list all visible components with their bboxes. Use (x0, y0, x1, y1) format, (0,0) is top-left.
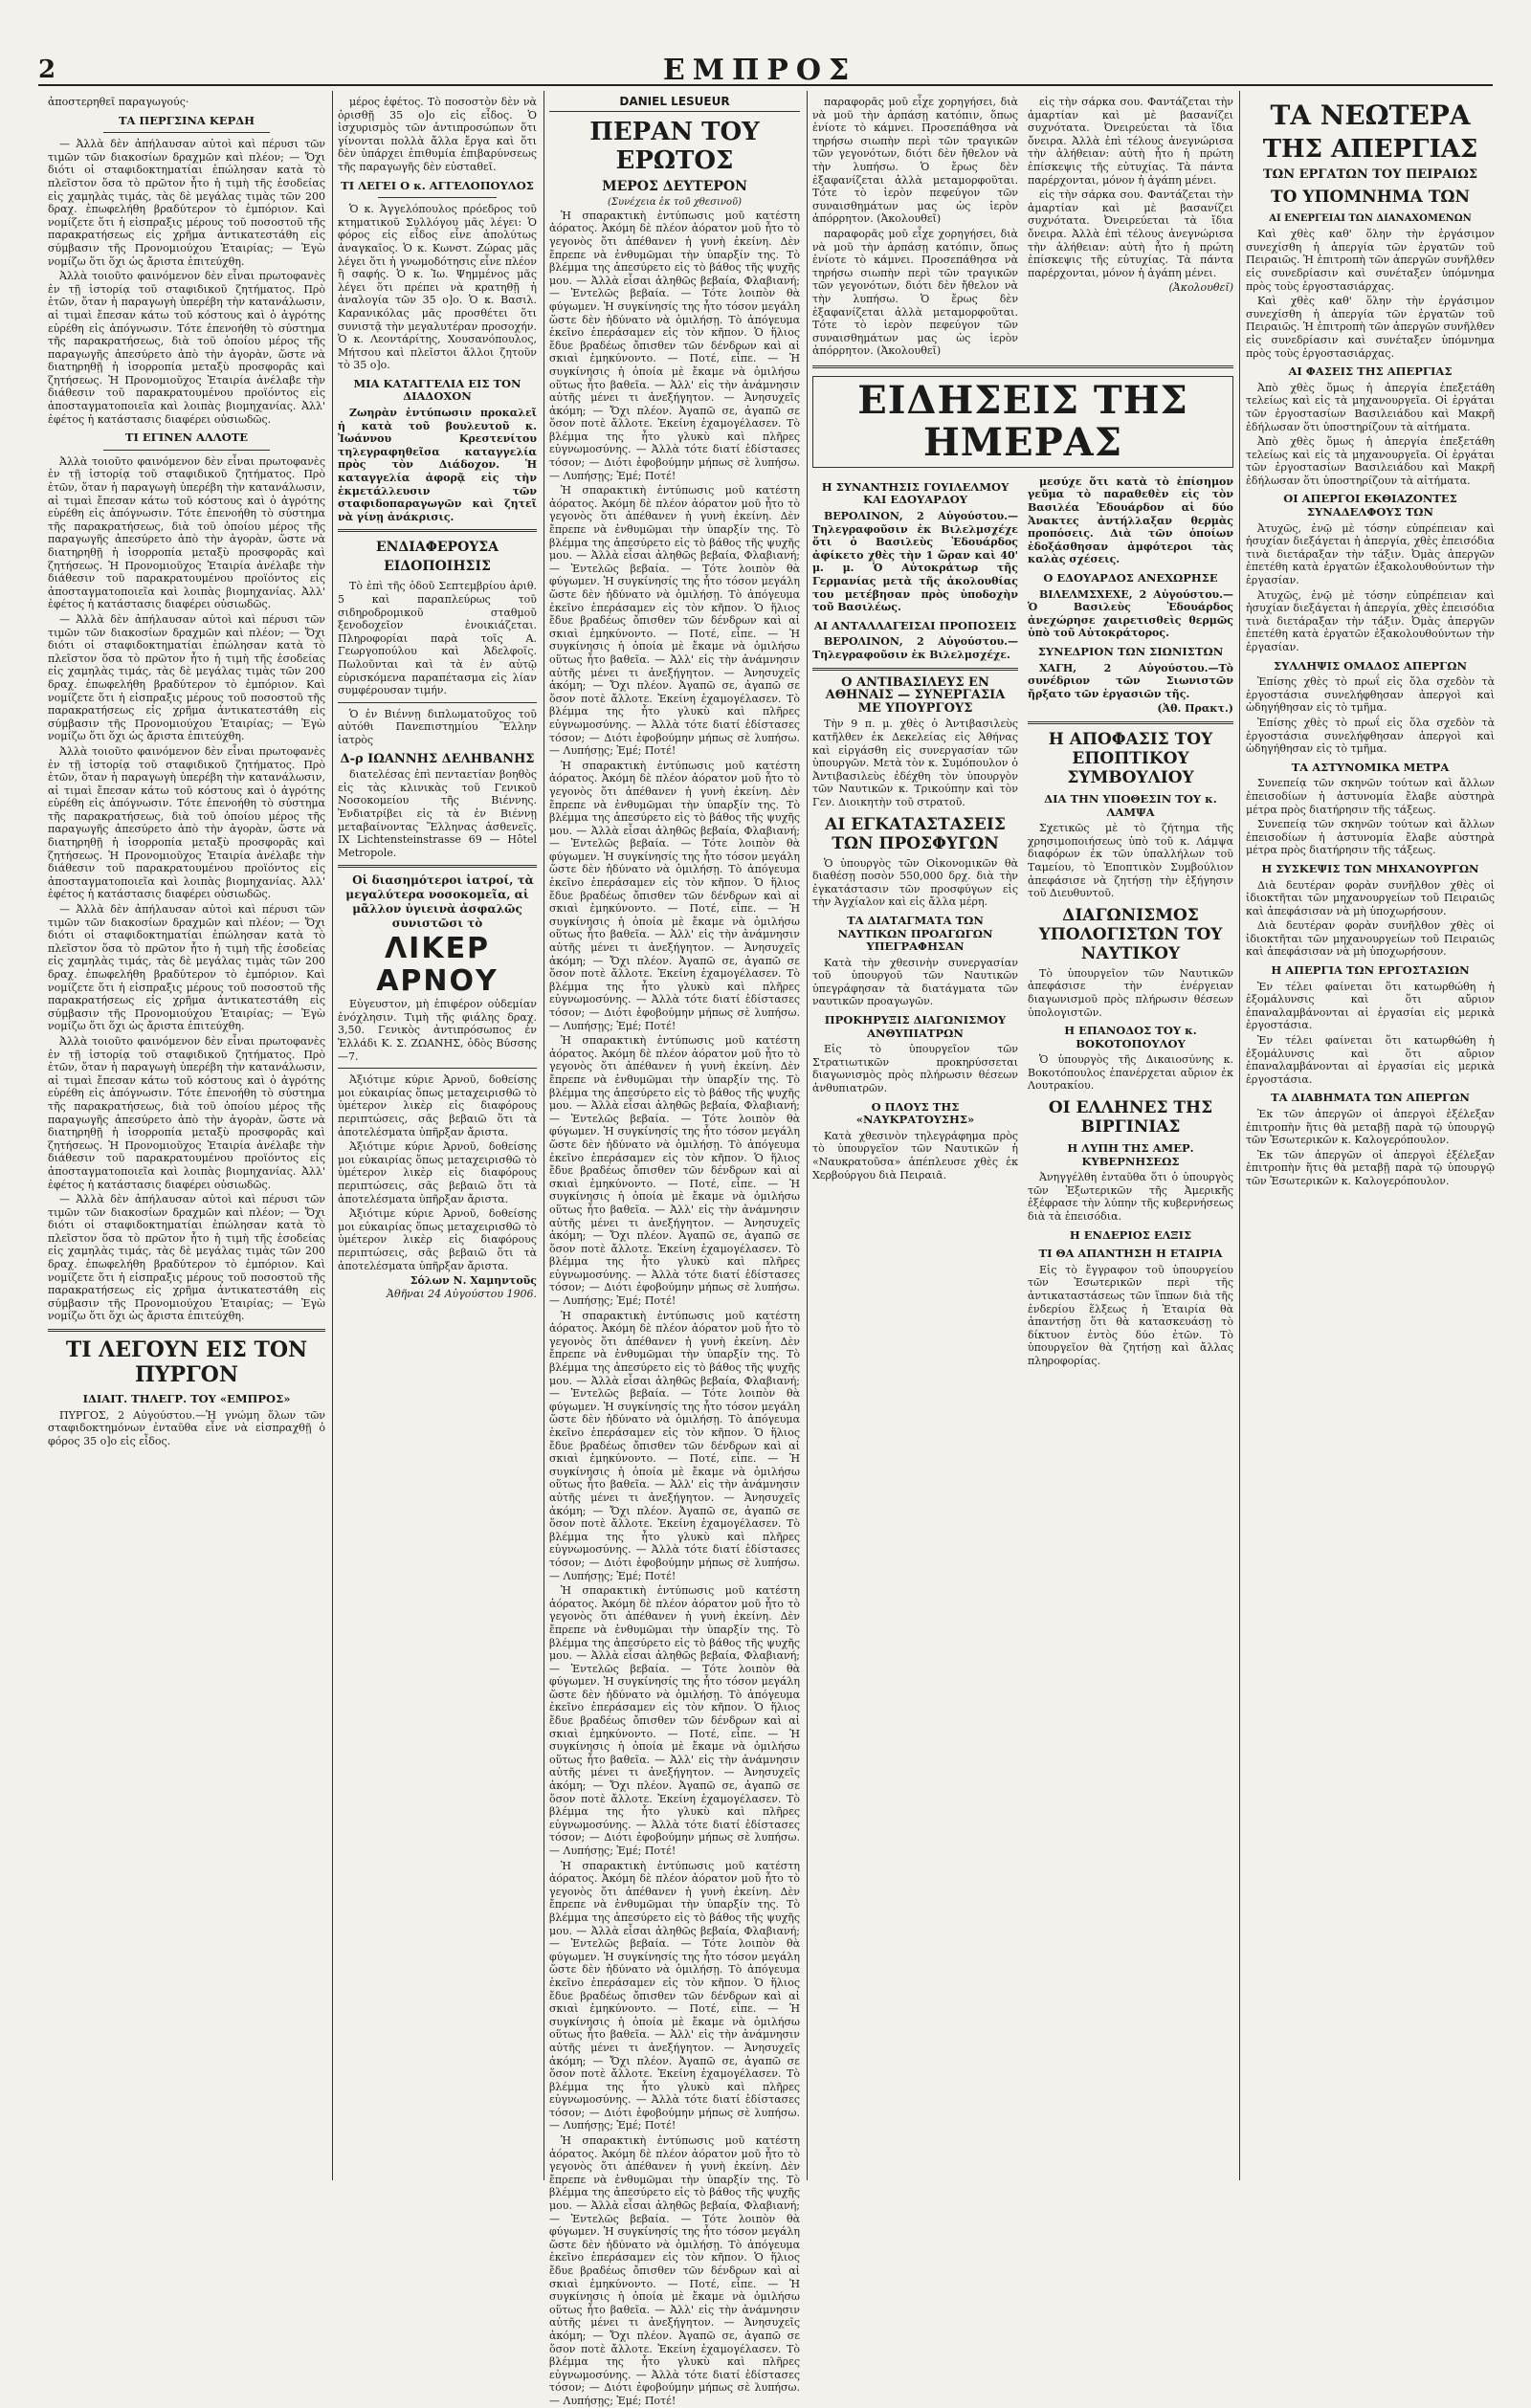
section-heading: ΤΙ ΕΓΙΝΕΝ ΑΛΛΟΤΕ (124, 431, 249, 445)
article-body: Ἀλλὰ τοιοῦτο φαινόμενον δὲν εἶναι πρωτοφανὲς ἐν τῇ ἱστορίᾳ τοῦ σταφιδικοῦ ζητήματος. Πρὸ ἐτῶν, ὅταν ἡ παραγωγὴ ὑπερέβη τὴν κατανάλωσιν, αἱ τιμαὶ ἔπεσαν κάτω τοῦ κόστους καὶ ὁ ἀγρότης εὑρέθη εἰς ἀπόγνωσιν. Τότε ἐπενοήθη τὸ σύστημα τῆς παρακρατήσεως, διὰ τοῦ ὁποίου μέρος τῆς παραγωγῆς ἀπεσύρετο ἀπὸ τὴν ἀγορὰν, ὥστε νὰ διατηρηθῇ ἡ ἰσορροπία μεταξὺ προσφορᾶς καὶ ζητήσεως. Ἡ Προνομιοῦχος Ἑταιρία ἀνέλαβε τὴν διάθεσιν τοῦ παρακρατουμένου προϊόντος εἰς ἀποσταγματοποιεῖα καὶ λοιπὰς βιομηχανίας. Ἀλλ' ἐφέτος ἡ κατάστασις διαφέρει οὐσιωδῶς. (48, 1034, 325, 1191)
divider (338, 865, 537, 868)
divider (103, 450, 270, 451)
novel-text: εἰς τὴν σάρκα σου. Φαντάζεται τὴν ἁμαρτίαν καὶ μὲ βασανίζει συχνότατα. Ὀνειρεύεται τὰ ἴδια ὄνειρα. Ἀλλὰ ἐπὶ τέλους ἀνεγνώρισα τὴν ἀλήθειαν: αὐτὴ ἦτο ἡ πρώτη ἐπίσκεψις τῆς εὐτυχίας. Τὰ πάντα παρέρχονται, μόνον ἡ ἀγάπη μένει. (1028, 96, 1233, 187)
article-body: μέρος ἐφέτος. Τὸ ποσοστὸν δὲν νὰ ὁρισθῇ 35 ο]ο εἰς εἶδος. Ὁ ἰσχυρισμὸς τῶν ἀντιπροσώπων ὅτι γίνονται πολλὰ ἄλλα ἔργα καὶ ὅτι δὲν ὑπάρχει ἐπιθυμία ἐπιβαρύνσεως τῆς παραγωγῆς δὲν εὐσταθεῖ. (338, 96, 537, 173)
news-body: Κατὰ τὴν χθεσινὴν συνεργασίαν τοῦ ὑπουργοῦ τῶν Ναυτικῶν ὑπεγράφησαν τὰ διατάγματα τῶν ναυτικῶν προαγωγῶν. (812, 956, 1018, 1008)
news-body: Ὁ ὑπουργὸς τῶν Οἰκονομικῶν θὰ διαθέσῃ ποσὸν 550,000 δρχ. διὰ τὴν ἐγκατάστασιν τῶν προσφύγων εἰς τὴν Ἀγχίαλον καὶ εἰς ἄλλα μέρη. (812, 856, 1018, 909)
column-1 (48, 96, 325, 2181)
article-body: — Ἀλλὰ δὲν ἀπήλαυσαν αὐτοὶ καὶ πέρυσι τῶν τιμῶν τῶν διακοσίων δραχμῶν καὶ πλέον; — Ὄχι διότι οἱ σταφιδοκτηματίαι ἐπώλησαν κατὰ τὸ πλεῖστον ὅσα τὸ πρῶτον ἦτο ἡ τιμὴ τῆς ἑσοδείας εἰς χαμηλὰς τιμάς, τὰς δὲ μεγάλας τιμὰς τῶν 200 δραχ. ἐπωφελήθη βραδύτερον τὸ ἐμπόριον. Καὶ νομίζετε ὅτι ἡ εἰσπραξις μέρους τοῦ ποσοστοῦ τῆς παρακρατήσεως εἰς χρῆμα ἀντικατεστάθη εἰς σύμβασιν τῆς Προνομιούχου Ἑταιρίας; — Ἐγὼ νομίζω ὅτι ὅχι ὡς ἄριστα ἐπιτεύχθη. (48, 138, 325, 268)
column-rule (332, 91, 333, 2180)
news-banner: ΕΙΔΗΣΕΙΣ ΤΗΣ ΗΜΕΡΑΣ (812, 376, 1233, 468)
news-heading: Η ΑΠΟΦΑΣΙΣ ΤΟΥ ΕΠΟΠΤΙΚΟΥ ΣΥΜΒΟΥΛΙΟΥ (1048, 729, 1213, 787)
article-body: Ἐν τέλει φαίνεται ὅτι κατωρθώθη ἡ ἐξομάλυνσις καὶ ὅτι αὔριον ἐπαναλαμβάνονται αἱ ἐργασίαι εἰς μερικὰ ἐργοστάσια. (1246, 980, 1495, 1032)
ad-heading: ΤΙ ΛΕΓΟΥΝ ΕΙΣ ΤΟΝ ΠΥΡΓΟΝ (65, 1337, 308, 1388)
news-body: Ὁ ὑπουργὸς τῆς Δικαιοσύνης κ. Βοκοτόπουλος ἐπανέρχεται αὔριον ἐκ Λουτρακίου. (1028, 1053, 1233, 1093)
article-body: Ἀλλὰ τοιοῦτο φαινόμενον δὲν εἶναι πρωτοφανὲς ἐν τῇ ἱστορίᾳ τοῦ σταφιδικοῦ ζητήματος. Πρὸ ἐτῶν, ὅταν ἡ παραγωγὴ ὑπερέβη τὴν κατανάλωσιν, αἱ τιμαὶ ἔπεσαν κάτω τοῦ κόστους καὶ ὁ ἀγρότης εὑρέθη εἰς ἀπόγνωσιν. Τότε ἐπενοήθη τὸ σύστημα τῆς παρακρατήσεως, διὰ τοῦ ὁποίου μέρος τῆς παραγωγῆς ἀπεσύρετο ἀπὸ τὴν ἀγορὰν, ὥστε νὰ διατηρηθῇ ἡ ἰσορροπία μεταξὺ προσφορᾶς καὶ ζητήσεως. Ἡ Προνομιοῦχος Ἑταιρία ἀνέλαβε τὴν διάθεσιν τοῦ παρακρατουμένου προϊόντος εἰς ἀποσταγματοποιεῖα καὶ λοιπὰς βιομηχανίας. Ἀλλ' ἐφέτος ἡ κατάστασις διαφέρει οὐσιωδῶς. (48, 744, 325, 901)
novel-author: DANIEL LESUEUR (549, 96, 800, 112)
article-body: Ἀτυχῶς, ἐνῷ μὲ τόσην εὐπρέπειαν καὶ ἡσυχίαν διεξάγεται ἡ ἀπεργία, χθὲς ἐπεισόδια τινὰ διετάραξαν τὴν τάξιν. Ὀμὰς ἀπεργῶν ἐπετέθη κατὰ ἐργατῶν ἐξακολουθούντων τὴν ἐργασίαν. (1246, 588, 1495, 653)
letter-date: Ἀθῆναι 24 Αὐγούστου 1906. (387, 1287, 537, 1300)
news-source: (Ἀθ. Πρακτ.) (1157, 702, 1233, 716)
article-body: Καὶ χθὲς καθ' ὅλην τὴν ἐργάσιμον συνεχίσθη ἡ ἀπεργία τῶν ἐργατῶν τοῦ Πειραιῶς. Ἡ ἐπιτροπὴ τῶν ἀπεργῶν συνῆλθεν εἰς συνεδρίασιν καὶ συνέταξεν ὑπόμνημα πρὸς τοὺς ἐργοστασιάρχας. (1246, 295, 1495, 360)
article-body: Ἀτυχῶς, ἐνῷ μὲ τόσην εὐπρέπειαν καὶ ἡσυχίαν διεξάγεται ἡ ἀπεργία, χθὲς ἐπεισόδια τινὰ διετάραξαν τὴν τάξιν. Ὀμὰς ἀπεργῶν ἐπετέθη κατὰ ἐργατῶν ἐξακολουθούντων τὴν ἐργασίαν. (1246, 521, 1495, 587)
section-heading: Η ΑΠΕΡΓΙΑ ΤΩΝ ΕΡΓΟΣΤΑΣΙΩΝ (1271, 963, 1470, 978)
ad-body: Ἀξιότιμε κύριε Ἀρνοῦ, δοθείσης μοι εὐκαιρίας ὅπως μεταχειρισθῶ τὸ ὑμέτερον λικὲρ εἰς διαφόρους περιπτώσεις, σᾶς βεβαιῶ ὅτι τὰ ἀποτελέσματα ὑπῆρξαν ἄριστα. (338, 1073, 537, 1138)
column-text: ἀποστερηθεῖ παραγωγούς· (48, 96, 189, 108)
section-heading: ΟΙ ΑΠΕΡΓΟΙ ΕΚΘΙΑΖΟΝΤΕΣ ΣΥΝΑΔΕΛΦΟΥΣ ΤΩΝ (1283, 492, 1457, 519)
news-heading: ΑΙ ΑΝΤΑΛΛΑΓΕΙΣΑΙ ΠΡΟΠΟΣΕΙΣ (813, 618, 1017, 632)
novel-text: Ἡ σπαρακτικὴ ἐντύπωσις μοῦ κατέστη ἀόρατος. Ἀκόμη δὲ πλέον ἀόρατον μοῦ ἦτο τὸ γεγονὸς ὅτι ἀπέθανεν ἡ γυνὴ ἐκείνη. Δὲν ἔπρεπε νὰ ἐνθυμῶμαι τὴν ὑπαρξίν της. Τὸ βλέμμα της ἀπεσύρετο εἰς τὸ βάθος τῆς ψυχῆς μου. — Ἀλλὰ εἶσαι ἀληθῶς βεβαία, Φλαβιανή; — Ἐντελῶς βεβαία. — Τότε λοιπὸν θὰ φύγωμεν. Ἡ συγκίνησίς της ἦτο τόσον μεγάλη ὥστε δὲν ἠδύνατο νὰ ὁμιλήσῃ. Τὸ ἀπόγευμα ἐκεῖνο ἐπεράσαμεν εἰς τὸν κῆπον. Ὁ ἥλιος ἔδυε βραδέως ὄπισθεν τῶν δένδρων καὶ αἱ σκιαὶ ἐμηκύνοντο. — Ποτέ, εἶπε. — Ἡ συγκίνησις ἡ ὁποία μὲ ἔκαμε νὰ ὁμιλήσω οὕτως ἦτο βαθεῖα. — Ἀλλ' εἰς τὴν ἀνάμνησιν αὐτῆς μένει τι ἀνεξήγητον. — Ἀνησυχεῖς ἀκόμη; — Ὄχι πλέον. Ἀγαπῶ σε, ἀγαπῶ σε ὅσον ποτὲ ἄλλοτε. Ἐκείνη ἐχαμογέλασεν. Τὸ βλέμμα της ἦτο γλυκὺ καὶ πλῆρες εὐγνωμοσύνης. — Ἀλλὰ τότε διατί ἐδίστασες τόσον; — Διότι ἐφοβούμην μήπως σὲ λυπήσω. — Λυπήσῃς; Ἐμέ; Ποτέ! (549, 1584, 800, 1857)
article-body: Ζωηρὰν ἐντύπωσιν προκαλεῖ ἡ κατὰ τοῦ βουλευτοῦ κ. Ἰωάννου Κρεστενίτου τηλεγραφηθεῖσα καταγγελία πρὸς τὸν Διάδοχον. Ἡ καταγγελία ἀφορᾷ εἰς τὴν ἐκμετάλλευσιν τῶν σταφιδοπαραγωγῶν καὶ ζητεῖ νὰ γίνῃ ἀνάκρισις. (338, 407, 537, 523)
section-heading: ΑΙ ΦΑΣΕΙΣ ΤΗΣ ΑΠΕΡΓΙΑΣ (1288, 365, 1453, 379)
article-body: — Ἀλλὰ δὲν ἀπήλαυσαν αὐτοὶ καὶ πέρυσι τῶν τιμῶν τῶν διακοσίων δραχμῶν καὶ πλέον; — Ὄχι διότι οἱ σταφιδοκτηματίαι ἐπώλησαν κατὰ τὸ πλεῖστον ὅσα τὸ πρῶτον ἦτο ἡ τιμὴ τῆς ἑσοδείας εἰς χαμηλὰς τιμάς, τὰς δὲ μεγάλας τιμὰς τῶν 200 δραχ. ἐπωφελήθη βραδύτερον τὸ ἐμπόριον. Καὶ νομίζετε ὅτι ἡ εἰσπραξις μέρους τοῦ ποσοστοῦ τῆς παρακρατήσεως εἰς χρῆμα ἀντικατεστάθη εἰς σύμβασιν τῆς Προνομιούχου Ἑταιρίας; — Ἐγὼ νομίζω ὅτι ὅχι ὡς ἄριστα ἐπιτεύχθη. (48, 903, 325, 1033)
news-columns (812, 475, 1233, 1370)
ad-body: Ἀξιότιμε κύριε Ἀρνοῦ, δοθείσης μοι εὐκαιρίας ὅπως μεταχειρισθῶ τὸ ὑμέτερον λικὲρ εἰς διαφόρους περιπτώσεις, σᾶς βεβαιῶ ὅτι τὰ ἀποτελέσματα ὑπῆρξαν ἄριστα. (338, 1140, 537, 1205)
strike-headline: ΤΑ ΝΕΩΤΕΡΑ (1270, 99, 1471, 131)
column-rule (1239, 91, 1240, 2180)
masthead (38, 55, 1493, 86)
article-body: Ἐν τέλει φαίνεται ὅτι κατωρθώθη ἡ ἐξομάλυνσις καὶ ὅτι αὔριον ἐπαναλαμβάνονται αἱ ἐργασίαι εἰς μερικὰ ἐργοστάσια. (1246, 1034, 1495, 1086)
article-body: Καὶ χθὲς καθ' ὅλην τὴν ἐργάσιμον συνεχίσθη ἡ ἀπεργία τῶν ἐργατῶν τοῦ Πειραιῶς. Ἡ ἐπιτροπὴ τῶν ἀπεργῶν συνῆλθεν εἰς συνεδρίασιν καὶ συνέταξεν ὑπόμνημα πρὸς τοὺς ἐργοστασιάρχας. (1246, 228, 1495, 293)
subcolumn-left (812, 96, 1018, 360)
divider (1028, 721, 1233, 724)
section-heading: ΤΑ ΔΙΑΒΗΜΑΤΑ ΤΩΝ ΑΠΕΡΓΩΝ (1271, 1091, 1470, 1105)
news-body: ΒΕΡΟΛΙΝΟΝ, 2 Αὐγούστου.—Τηλεγραφοῦσιν ἐκ Βιλελμσχέχε ὅτι ὁ Βασιλεὺς Ἐδουάρδος ἀφίκετο χθὲς τὴν 1 ὥραν καὶ 40' μ. μ. Ὁ Αὐτοκράτωρ τῆς Γερμανίας μετὰ τῆς ἀκολουθίας του μετέβησαν πρὸς ὑποδοχὴν τοῦ Βασιλέως. (812, 510, 1018, 614)
divider (812, 668, 1018, 671)
column-rule (807, 91, 808, 2180)
novel-text: παραφορᾶς μοῦ εἶχε χορηγήσει, διὰ νὰ μοῦ τὴν ἀρπάσῃ κατόπιν, ὅπως ἐνίοτε τὸ κάμνει. Προσεπάθησα νὰ τηρήσω σιωπὴν περὶ τῶν τραγικῶν τῶν γεγονότων, διότι δὲν ἤθελον νὰ τὴν λυπήσω. Ὁ ἔρως δὲν ἐξαφανίζεται ἀλλὰ μεταμορφοῦται. Τότε τὸ ἱερὸν πεφεύγον τῶν συναισθημάτων μας ὡς ἱερὸν ἀπόρρητον. (Ἀκολουθεῖ) (812, 227, 1018, 358)
subcolumn-right (1028, 96, 1233, 360)
novel-text: Ἡ σπαρακτικὴ ἐντύπωσις μοῦ κατέστη ἀόρατος. Ἀκόμη δὲ πλέον ἀόρατον μοῦ ἦτο τὸ γεγονὸς ὅτι ἀπέθανεν ἡ γυνὴ ἐκείνη. Δὲν ἔπρεπε νὰ ἐνθυμῶμαι τὴν ὑπαρξίν της. Τὸ βλέμμα της ἀπεσύρετο εἰς τὸ βάθος τῆς ψυχῆς μου. — Ἀλλὰ εἶσαι ἀληθῶς βεβαία, Φλαβιανή; — Ἐντελῶς βεβαία. — Τότε λοιπὸν θὰ φύγωμεν. Ἡ συγκίνησίς της ἦτο τόσον μεγάλη ὥστε δὲν ἠδύνατο νὰ ὁμιλήσῃ. Τὸ ἀπόγευμα ἐκεῖνο ἐπεράσαμεν εἰς τὸν κῆπον. Ὁ ἥλιος ἔδυε βραδέως ὄπισθεν τῶν δένδρων καὶ αἱ σκιαὶ ἐμηκύνοντο. — Ποτέ, εἶπε. — Ἡ συγκίνησις ἡ ὁποία μὲ ἔκαμε νὰ ὁμιλήσω οὕτως ἦτο βαθεῖα. — Ἀλλ' εἰς τὴν ἀνάμνησιν αὐτῆς μένει τι ἀνεξήγητον. — Ἀνησυχεῖς ἀκόμη; — Ὄχι πλέον. Ἀγαπῶ σε, ἀγαπῶ σε ὅσον ποτὲ ἄλλοτε. Ἐκείνη ἐχαμογέλασεν. Τὸ βλέμμα της ἦτο γλυκὺ καὶ πλῆρες εὐγνωμοσύνης. — Ἀλλὰ τότε διατί ἐδίστασες τόσον; — Διότι ἐφοβούμην μήπως σὲ λυπήσω. — Λυπήσῃς; Ἐμέ; Ποτέ! (549, 1309, 800, 1582)
ad-body: Οἱ διασημότεροι ἰατροί, τὰ μεγαλύτερα νοσοκομεῖα, αἱ μᾶλλον ὑγιεινὰ ἀσφαλῶς συνιστῶσι τὸ (345, 873, 534, 931)
liqueur-product-name: ΛΙΚΕΡ ΑΡΝΟΥ (376, 932, 499, 999)
ad-body: Ἀξιότιμε κύριε Ἀρνοῦ, δοθείσης μοι εὐκαιρίας ὅπως μεταχειρισθῶ τὸ ὑμέτερον λικὲρ εἰς διαφόρους περιπτώσεις, σᾶς βεβαιῶ ὅτι τὰ ἀποτελέσματα ὑπῆρξαν ἄριστα. (338, 1207, 537, 1272)
news-subheading: Η ΛΥΠΗ ΤΗΣ ΑΜΕΡ. ΚΥΒΕΡΝΗΣΕΩΣ (1067, 1141, 1194, 1168)
subcolumn-left (812, 475, 1018, 1370)
novel-text: Ἡ σπαρακτικὴ ἐντύπωσις μοῦ κατέστη ἀόρατος. Ἀκόμη δὲ πλέον ἀόρατον μοῦ ἦτο τὸ γεγονὸς ὅτι ἀπέθανεν ἡ γυνὴ ἐκείνη. Δὲν ἔπρεπε νὰ ἐνθυμῶμαι τὴν ὑπαρξίν της. Τὸ βλέμμα της ἀπεσύρετο εἰς τὸ βάθος τῆς ψυχῆς μου. — Ἀλλὰ εἶσαι ἀληθῶς βεβαία, Φλαβιανή; — Ἐντελῶς βεβαία. — Τότε λοιπὸν θὰ φύγωμεν. Ἡ συγκίνησίς της ἦτο τόσον μεγάλη ὥστε δὲν ἠδύνατο νὰ ὁμιλήσῃ. Τὸ ἀπόγευμα ἐκεῖνο ἐπεράσαμεν εἰς τὸν κῆπον. Ὁ ἥλιος ἔδυε βραδέως ὄπισθεν τῶν δένδρων καὶ αἱ σκιαὶ ἐμηκύνοντο. — Ποτέ, εἶπε. — Ἡ συγκίνησις ἡ ὁποία μὲ ἔκαμε νὰ ὁμιλήσω οὕτως ἦτο βαθεῖα. — Ἀλλ' εἰς τὴν ἀνάμνησιν αὐτῆς μένει τι ἀνεξήγητον. — Ἀνησυχεῖς ἀκόμη; — Ὄχι πλέον. Ἀγαπῶ σε, ἀγαπῶ σε ὅσον ποτὲ ἄλλοτε. Ἐκείνη ἐχαμογέλασεν. Τὸ βλέμμα της ἦτο γλυκὺ καὶ πλῆρες εὐγνωμοσύνης. — Ἀλλὰ τότε διατί ἐδίστασες τόσον; — Διότι ἐφοβούμην μήπως σὲ λυπήσω. — Λυπήσῃς; Ἐμέ; Ποτέ! (549, 209, 800, 482)
page-number: 2 (38, 55, 56, 84)
section-heading: ΜΙΑ ΚΑΤΑΓΓΕΛΙΑ ΕΙΣ ΤΟΝ ΔΙΑΔΟΧΟΝ (353, 376, 521, 404)
section-heading: Η ΣΥΣΚΕΨΙΣ ΤΩΝ ΜΗΧΑΝΟΥΡΓΩΝ (1261, 861, 1479, 875)
news-heading: Ο ΕΔΟΥΑΡΔΟΣ ΑΝΕΧΩΡΗΣΕ (1043, 571, 1218, 585)
news-subheading: ΤΙ ΘΑ ΑΠΑΝΤΗΣΗ Η ΕΤΑΙΡΙΑ (1038, 1247, 1223, 1261)
novel-text: εἰς τὴν σάρκα σου. Φαντάζεται τὴν ἁμαρτίαν καὶ μὲ βασανίζει συχνότατα. Ὀνειρεύεται τὰ ἴδια ὄνειρα. Ἀλλὰ ἐπὶ τέλους ἀνεγνώρισα τὴν ἀλήθειαν: αὐτὴ ἦτο ἡ πρώτη ἐπίσκεψις τῆς εὐτυχίας. Τὰ πάντα παρέρχονται, μόνον ἡ ἀγάπη μένει. (1028, 188, 1233, 279)
section-heading: ΣΥΛΛΗΨΙΣ ΟΜΑΔΟΣ ΑΠΕΡΓΩΝ (1274, 658, 1467, 673)
news-heading: Η ΕΠΑΝΟΔΟΣ ΤΟΥ κ. ΒΟΚΟΤΟΠΟΥΛΟΥ (1064, 1024, 1197, 1050)
article-body: Συνεπείᾳ τῶν σκηνῶν τούτων καὶ ἄλλων ἐπεισοδίων ἡ ἀστυνομία ἔλαβε αὐστηρὰ μέτρα πρὸς διατήρησιν τῆς τάξεως. (1246, 818, 1495, 857)
novel-text: Ἡ σπαρακτικὴ ἐντύπωσις μοῦ κατέστη ἀόρατος. Ἀκόμη δὲ πλέον ἀόρατον μοῦ ἦτο τὸ γεγονὸς ὅτι ἀπέθανεν ἡ γυνὴ ἐκείνη. Δὲν ἔπρεπε νὰ ἐνθυμῶμαι τὴν ὑπαρξίν της. Τὸ βλέμμα της ἀπεσύρετο εἰς τὸ βάθος τῆς ψυχῆς μου. — Ἀλλὰ εἶσαι ἀληθῶς βεβαία, Φλαβιανή; — Ἐντελῶς βεβαία. — Τότε λοιπὸν θὰ φύγωμεν. Ἡ συγκίνησίς της ἦτο τόσον μεγάλη ὥστε δὲν ἠδύνατο νὰ ὁμιλήσῃ. Τὸ ἀπόγευμα ἐκεῖνο ἐπεράσαμεν εἰς τὸν κῆπον. Ὁ ἥλιος ἔδυε βραδέως ὄπισθεν τῶν δένδρων καὶ αἱ σκιαὶ ἐμηκύνοντο. — Ποτέ, εἶπε. — Ἡ συγκίνησις ἡ ὁποία μὲ ἔκαμε νὰ ὁμιλήσω οὕτως ἦτο βαθεῖα. — Ἀλλ' εἰς τὴν ἀνάμνησιν αὐτῆς μένει τι ἀνεξήγητον. — Ἀνησυχεῖς ἀκόμη; — Ὄχι πλέον. Ἀγαπῶ σε, ἀγαπῶ σε ὅσον ποτὲ ἄλλοτε. Ἐκείνη ἐχαμογέλασεν. Τὸ βλέμμα της ἦτο γλυκὺ καὶ πλῆρες εὐγνωμοσύνης. — Ἀλλὰ τότε διατί ἐδίστασες τόσον; — Διότι ἐφοβούμην μήπως σὲ λυπήσω. — Λυπήσῃς; Ἐμέ; Ποτέ! (549, 759, 800, 1032)
news-heading: ΠΡΟΚΗΡΥΞΙΣ ΔΙΑΓΩΝΙΣΜΟΥ ΑΝΘΥΠΙΑΤΡΩΝ (824, 1013, 1007, 1040)
news-body: ΒΕΡΟΛΙΝΟΝ, 2 Αὐγούστου.—Τηλεγραφοῦσιν ἐκ Βιλελμσχέχε. (812, 635, 1018, 661)
news-heading: ΑΙ ΕΓΚΑΤΑΣΤΑΣΕΙΣ ΤΩΝ ΠΡΟΣΦΥΓΩΝ (825, 814, 1006, 853)
article-body: Ἐπίσης χθὲς τὸ πρωΐ εἰς ὅλα σχεδὸν τὰ ἐργοστάσια συνελήφθησαν ἀπεργοὶ καὶ ὡδηγήθησαν εἰς τὸ τμῆμα. (1246, 716, 1495, 756)
news-subheading: ΔΙΑ ΤΗΝ ΥΠΟΘΕΣΙΝ ΤΟΥ κ. ΛΑΜΨΑ (1044, 791, 1217, 819)
article-body: Ἀπὸ χθὲς ὅμως ἡ ἀπεργία ἐπεξετάθη τελείως καὶ εἰς τὰ μηχανουργεῖα. Οἱ ἐργάται τῶν ἐργοστασίων Βασιλειάδου καὶ Μακρῆ ἐδήλωσαν ὅτι ὑποστηρίζουν τὰ αἰτήματα. (1246, 381, 1495, 433)
news-body: ΧΑΓΗ, 2 Αὐγούστου.—Τὸ συνέδριον τῶν Σιωνιστῶν ἤρξατο τῶν ἐργασιῶν τῆς. (1028, 661, 1233, 700)
news-body: Ἀνηγγέλθη ἐνταῦθα ὅτι ὁ ὑπουργὸς τῶν Ἐξωτερικῶν τῆς Ἀμερικῆς ἐξέφρασε τὴν λύπην τῆς κυβερνήσεως διὰ τὰ ἐπεισόδια. (1028, 1171, 1233, 1224)
article-body: ΠΥΡΓΟΣ, 2 Αὐγούστου.—Ἡ γνώμη ὅλων τῶν σταφιδοκτημόνων ἐνταῦθα εἶνε νὰ εἰσπραχθῇ ὁ φόρος 35 ο]ο εἰς εἶδος. (48, 1408, 325, 1447)
ad-heading: ΕΝΔΙΑΦΕΡΟΥΣΑ ΕΙΔΟΠΟΙΗΣΙΣ (375, 540, 499, 575)
news-body: Τὸ ὑπουργεῖον τῶν Ναυτικῶν ἀπεφάσισε τὴν ἐνέργειαν διαγωνισμοῦ πρὸς πλήρωσιν θέσεων ὑπολογιστῶν. (1028, 966, 1233, 1019)
ad-body: Ὁ ἐν Βιέννῃ διπλωματοῦχος τοῦ αὐτόθι Πανεπιστημίου Ἕλλην ἰατρὸς (338, 707, 537, 746)
divider (48, 1329, 325, 1332)
news-body: Κατὰ χθεσινὸν τηλεγράφημα πρὸς τὸ ὑπουργεῖον τῶν Ναυτικῶν ἡ «Ναυκρατοῦσα» ἀπέπλευσε χθὲς ἐκ Χερβούργου διὰ Πειραιᾶ. (812, 1129, 1018, 1182)
article-body: Ἐκ τῶν ἀπεργῶν οἱ ἀπεργοὶ ἐξέλεξαν ἐπιτροπὴν ἥτις θὰ μεταβῇ παρὰ τῷ ὑπουργῷ τῶν Ἐσωτερικῶν κ. Καλογερόπουλον. (1246, 1148, 1495, 1187)
section-heading: ΤΙ ΛΕΓΕΙ Ο κ. ΑΓΓΕΛΟΠΟΥΛΟΣ (341, 178, 534, 192)
article-body: Διὰ δευτέραν φορὰν συνῆλθον χθὲς οἱ ἰδιοκτῆται τῶν μηχανουργείων τοῦ Πειραιῶς καὶ ἀπεφάσισαν νὰ μὴ ὑποχωρήσουν. (1246, 919, 1495, 959)
column-5 (1246, 96, 1495, 2181)
article-body: — Ἀλλὰ δὲν ἀπήλαυσαν αὐτοὶ καὶ πέρυσι τῶν τιμῶν τῶν διακοσίων δραχμῶν καὶ πλέον; — Ὄχι διότι οἱ σταφιδοκτηματίαι ἐπώλησαν κατὰ τὸ πλεῖστον ὅσα τὸ πρῶτον ἦτο ἡ τιμὴ τῆς ἑσοδείας εἰς χαμηλὰς τιμάς, τὰς δὲ μεγάλας τιμὰς τῶν 200 δραχ. ἐπωφελήθη βραδύτερον τὸ ἐμπόριον. Καὶ νομίζετε ὅτι ἡ εἰσπραξις μέρους τοῦ ποσοστοῦ τῆς παρακρατήσεως εἰς χρῆμα ἀντικατεστάθη εἰς σύμβασιν τῆς Προνομιούχου Ἑταιρίας; — Ἐγὼ νομίζω ὅτι ὅχι ὡς ἄριστα ἐπιτεύχθη. (48, 612, 325, 743)
divider (378, 197, 498, 198)
news-heading: ΔΙΑΓΩΝΙΣΜΟΣ ΥΠΟΛΟΓΙΣΤΩΝ ΤΟΥ ΝΑΥΤΙΚΟΥ (1038, 905, 1223, 963)
novel-text: παραφορᾶς μοῦ εἶχε χορηγήσει, διὰ νὰ μοῦ τὴν ἀρπάσῃ κατόπιν, ὅπως ἐνίοτε τὸ κάμνει. Προσεπάθησα νὰ τηρήσω σιωπὴν περὶ τῶν τραγικῶν τῶν γεγονότων, διότι δὲν ἤθελον νὰ τὴν λυπήσω. Ὁ ἔρως δὲν ἐξαφανίζεται ἀλλὰ μεταμορφοῦται. Τότε τὸ ἱερὸν πεφεύγον τῶν συναισθημάτων μας ὡς ἱερὸν ἀπόρρητον. (Ἀκολουθεῖ) (812, 96, 1018, 226)
news-body: Τὴν 9 π. μ. χθὲς ὁ Ἀντιβασιλεὺς κατῆλθεν ἐκ Δεκελείας εἰς Ἀθήνας καὶ εἰργάσθη εἰς συνεργασίαν τῶν ὑπουργῶν. Μετὰ τὸν κ. Συμόπουλον ὁ Ἀντιβασιλεὺς ἐδέχθη τὸν ὑπουργὸν τῶν Ναυτικῶν κ. Τρικούπην καὶ τὸν Γεν. Διοικητὴν τοῦ στρατοῦ. (812, 718, 1018, 808)
novel-text: Ἡ σπαρακτικὴ ἐντύπωσις μοῦ κατέστη ἀόρατος. Ἀκόμη δὲ πλέον ἀόρατον μοῦ ἦτο τὸ γεγονὸς ὅτι ἀπέθανεν ἡ γυνὴ ἐκείνη. Δὲν ἔπρεπε νὰ ἐνθυμῶμαι τὴν ὑπαρξίν της. Τὸ βλέμμα της ἀπεσύρετο εἰς τὸ βάθος τῆς ψυχῆς μου. — Ἀλλὰ εἶσαι ἀληθῶς βεβαία, Φλαβιανή; — Ἐντελῶς βεβαία. — Τότε λοιπὸν θὰ φύγωμεν. Ἡ συγκίνησίς της ἦτο τόσον μεγάλη ὥστε δὲν ἠδύνατο νὰ ὁμιλήσῃ. Τὸ ἀπόγευμα ἐκεῖνο ἐπεράσαμεν εἰς τὸν κῆπον. Ὁ ἥλιος ἔδυε βραδέως ὄπισθεν τῶν δένδρων καὶ αἱ σκιαὶ ἐμηκύνοντο. — Ποτέ, εἶπε. — Ἡ συγκίνησις ἡ ὁποία μὲ ἔκαμε νὰ ὁμιλήσω οὕτως ἦτο βαθεῖα. — Ἀλλ' εἰς τὴν ἀνάμνησιν αὐτῆς μένει τι ἀνεξήγητον. — Ἀνησυχεῖς ἀκόμη; — Ὄχι πλέον. Ἀγαπῶ σε, ἀγαπῶ σε ὅσον ποτὲ ἄλλοτε. Ἐκείνη ἐχαμογέλασεν. Τὸ βλέμμα της ἦτο γλυκὺ καὶ πλῆρες εὐγνωμοσύνης. — Ἀλλὰ τότε διατί ἐδίστασες τόσον; — Διότι ἐφοβούμην μήπως σὲ λυπήσω. — Λυπήσῃς; Ἐμέ; Ποτέ! (549, 484, 800, 758)
news-body: Σχετικῶς μὲ τὸ ζήτημα τῆς χρησιμοποιήσεως ὑπὸ τοῦ κ. Λάμψα διαφόρων ἐκ τῶν ὑπαλλήλων τοῦ Ταμείου, τὸ Ἐποπτικὸν Συμβούλιον ἀπεφάσισε νὰ ζητήσῃ τὴν ἐξήγησιν τοῦ Διευθυντοῦ. (1028, 822, 1233, 900)
article-body: Διὰ δευτέραν φορὰν συνῆλθον χθὲς οἱ ἰδιοκτῆται τῶν μηχανουργείων τοῦ Πειραιῶς καὶ ἀπεφάσισαν νὰ μὴ ὑποχωρήσουν. (1246, 878, 1495, 917)
divider (812, 365, 1233, 368)
news-heading: Η ΣΥΝΑΝΤΗΣΙΣ ΓΟΥΙΛΕΛΜΟΥ ΚΑΙ ΕΔΟΥΑΡΔΟΥ (821, 479, 1010, 507)
novel-title: ΠΕΡΑΝ ΤΟΥ ΕΡΩΤΟΣ (589, 117, 760, 175)
article-body: — Ἀλλὰ δὲν ἀπήλαυσαν αὐτοὶ καὶ πέρυσι τῶν τιμῶν τῶν διακοσίων δραχμῶν καὶ πλέον; — Ὄχι διότι οἱ σταφιδοκτηματίαι ἐπώλησαν κατὰ τὸ πλεῖστον ὅσα τὸ πρῶτον ἦτο ἡ τιμὴ τῆς ἑσοδείας εἰς χαμηλὰς τιμάς, τὰς δὲ μεγάλας τιμὰς τῶν 200 δραχ. ἐπωφελήθη βραδύτερον τὸ ἐμπόριον. Καὶ νομίζετε ὅτι ἡ εἰσπραξις μέρους τοῦ ποσοστοῦ τῆς παρακρατήσεως εἰς χρῆμα ἀντικατεστάθη εἰς σύμβασιν τῆς Προνομιούχου Ἑταιρίας; — Ἐγὼ νομίζω ὅτι ὅχι ὡς ἄριστα ἐπιτεύχθη. (48, 1193, 325, 1323)
news-body: ΒΙΛΕΛΜΣΧΕΧΕ, 2 Αὐγούστου.—Ὁ Βασιλεὺς Ἐδουάρδος ἀνεχώρησε χαιρετισθεὶς θερμῶς ὑπὸ τοῦ Αὐτοκράτορος. (1028, 587, 1233, 640)
article-body: Ἀλλὰ τοιοῦτο φαινόμενον δὲν εἶναι πρωτοφανὲς ἐν τῇ ἱστορίᾳ τοῦ σταφιδικοῦ ζητήματος. Πρὸ ἐτῶν, ὅταν ἡ παραγωγὴ ὑπερέβη τὴν κατανάλωσιν, αἱ τιμαὶ ἔπεσαν κάτω τοῦ κόστους καὶ ὁ ἀγρότης εὑρέθη εἰς ἀπόγνωσιν. Τότε ἐπενοήθη τὸ σύστημα τῆς παρακρατήσεως, διὰ τοῦ ὁποίου μέρος τῆς παραγωγῆς ἀπεσύρετο ἀπὸ τὴν ἀγορὰν, ὥστε νὰ διατηρηθῇ ἡ ἰσορροπία μεταξὺ προσφορᾶς καὶ ζητήσεως. Ἡ Προνομιοῦχος Ἑταιρία ἀνέλαβε τὴν διάθεσιν τοῦ παρακρατουμένου προϊόντος εἰς ἀποσταγματοποιεῖα καὶ λοιπὰς βιομηχανίας. Ἀλλ' ἐφέτος ἡ κατάστασις διαφέρει οὐσιωδῶς. (48, 270, 325, 426)
news-heading: Ο ΠΛΟΥΣ ΤΗΣ «ΝΑΥΚΡΑΤΟΥΣΗΣ» (855, 1099, 975, 1127)
novel-continuation-area (812, 96, 1233, 360)
column-2 (338, 96, 537, 2181)
section-heading: ΤΑ ΑΣΤΥΝΟΜΙΚΑ ΜΕΤΡΑ (1291, 760, 1450, 774)
article-body: Ἐπίσης χθὲς τὸ πρωΐ εἰς ὅλα σχεδὸν τὰ ἐργοστάσια συνελήφθησαν ἀπεργοὶ καὶ ὡδηγήθησαν εἰς τὸ τμῆμα. (1246, 675, 1495, 715)
article-body: Συνεπείᾳ τῶν σκηνῶν τούτων καὶ ἄλλων ἐπεισοδίων ἡ ἀστυνομία ἔλαβε αὐστηρὰ μέτρα πρὸς διατήρησιν τῆς τάξεως. (1246, 777, 1495, 816)
section-heading: ΤΑ ΠΕΡΓΣΙΝΑ ΚΕΡΔΗ (118, 113, 255, 127)
section-heading: ΑΙ ΕΝΕΡΓΕΙΑΙ ΤΩΝ ΔΙΑΝΑΧΟΜΕΝΩΝ (1269, 212, 1472, 224)
news-heading: ΣΥΝΕΔΡΙΟΝ ΤΩΝ ΣΙΩΝΙΣΤΩΝ (1037, 645, 1224, 658)
news-heading: ΟΙ ΕΛΛΗΝΕΣ ΤΗΣ ΒΙΡΓΙΝΙΑΣ (1048, 1098, 1213, 1138)
news-body: Εἰς τὸ ὑπουργεῖον τῶν Στρατιωτικῶν προκηρύσσεται διαγωνισμὸς πρὸς πλήρωσιν θέσεων ἀνθυπιατρῶν. (812, 1043, 1018, 1095)
doctor-name: Δ-ρ ΙΩΑΝΝΗΣ ΔΕΛΗΒΑΝΗΣ (340, 751, 535, 766)
strike-headline: ΤΩΝ ΕΡΓΑΤΩΝ ΤΟΥ ΠΕΙΡΑΙΩΣ (1262, 167, 1478, 182)
novel-text: Ἡ σπαρακτικὴ ἐντύπωσις μοῦ κατέστη ἀόρατος. Ἀκόμη δὲ πλέον ἀόρατον μοῦ ἦτο τὸ γεγονὸς ὅτι ἀπέθανεν ἡ γυνὴ ἐκείνη. Δὲν ἔπρεπε νὰ ἐνθυμῶμαι τὴν ὑπαρξίν της. Τὸ βλέμμα της ἀπεσύρετο εἰς τὸ βάθος τῆς ψυχῆς μου. — Ἀλλὰ εἶσαι ἀληθῶς βεβαία, Φλαβιανή; — Ἐντελῶς βεβαία. — Τότε λοιπὸν θὰ φύγωμεν. Ἡ συγκίνησίς της ἦτο τόσον μεγάλη ὥστε δὲν ἠδύνατο νὰ ὁμιλήσῃ. Τὸ ἀπόγευμα ἐκεῖνο ἐπεράσαμεν εἰς τὸν κῆπον. Ὁ ἥλιος ἔδυε βραδέως ὄπισθεν τῶν δένδρων καὶ αἱ σκιαὶ ἐμηκύνοντο. — Ποτέ, εἶπε. — Ἡ συγκίνησις ἡ ὁποία μὲ ἔκαμε νὰ ὁμιλήσω οὕτως ἦτο βαθεῖα. — Ἀλλ' εἰς τὴν ἀνάμνησιν αὐτῆς μένει τι ἀνεξήγητον. — Ἀνησυχεῖς ἀκόμη; — Ὄχι πλέον. Ἀγαπῶ σε, ἀγαπῶ σε ὅσον ποτὲ ἄλλοτε. Ἐκείνη ἐχαμογέλασεν. Τὸ βλέμμα της ἦτο γλυκὺ καὶ πλῆρες εὐγνωμοσύνης. — Ἀλλὰ τότε διατί ἐδίστασες τόσον; — Διότι ἐφοβούμην μήπως σὲ λυπήσω. — Λυπήσῃς; Ἐμέ; Ποτέ! (549, 1034, 800, 1308)
article-body: Ὁ κ. Ἀγγελόπουλος πρόεδρος τοῦ κτηματικοῦ Συλλόγου μᾶς λέγει: Ὁ φόρος εἰς εἶδος εἶνε ἀπολύτως ἀναγκαῖος. Ὁ κ. Κωνστ. Ζώρας μᾶς λέγει ὅτι ἡ γνωμοδότησις εἶνε πλέον ἢ σαφής. Ὁ κ. Ἰω. Ψημμένος μᾶς λέγει ὅτι πρέπει νὰ κρατηθῇ ἡ ἀναλογία τῶν 35 ο]ο. Ὁ κ. Βασιλ. Καρανικόλας μᾶς προσθέτει ὅτι συνιστᾷ τὴν μεγαλυτέραν προσοχήν. Ὁ κ. Λεοντάρίτης, Χουσανόπουλος, Μήτσου καὶ πλεῖστοι ἄλλοι ζητοῦν τὸ 35 ο]ο. (338, 203, 537, 372)
news-heading: Ο ΑΝΤΙΒΑΣΙΛΕΥΣ ΕΝ ΑΘΗΝΑΙΣ — ΣΥΝΕΡΓΑΣΙΑ ΜΕ ΥΠΟΥΡΓΟΥΣ (825, 674, 1006, 716)
novel-continuation: (Συνέχεια ἐκ τοῦ χθεσινοῦ) (608, 197, 742, 209)
news-heading: Η ΕΝΔΕΡΙΟΣ ΕΛΞΙΣ (1069, 1227, 1192, 1242)
ad-subheading: ΙΔΙΑΙΤ. ΤΗΛΕΓΡ. ΤΟΥ «ΕΜΠΡΟΣ» (82, 1392, 291, 1406)
news-heading: ΤΑ ΔΙΑΤΑΓΜΑΤΑ ΤΩΝ ΝΑΥΤΙΚΩΝ ΠΡΟΑΓΩΓΩΝ ΥΠΕΓΡΑΦΗΣΑΝ (837, 913, 993, 954)
ad-body: διατελέσας ἐπὶ πενταετίαν βοηθὸς εἰς τὰς κλινικὰς τοῦ Γενικοῦ Νοσοκομείου τῆς Βιέννης. Ἐνδιατρίβει εἰς τὰ ἐν Βιέννῃ μεταβαίνοντας Ἕλληνας ἀσθενεῖς. IX Lichtensteinstrasse 69 — Hôtel Metropole. (338, 768, 537, 859)
news-body: Εἰς τὸ ἔγγραφον τοῦ ὑπουργείου τῶν Ἐσωτερικῶν περὶ τῆς ἀντικαταστάσεως τῶν ἵππων διὰ τῆς ἐνδερίου ἕλξεως ἡ Ἑταιρία θὰ ἀπαντήσῃ ὅτι θὰ κατασκευάσῃ τὸ δίκτυον ἐντὸς δύο ἐτῶν. Τὸ ὑπουργεῖον θὰ ζητήσῃ καὶ ἄλλας πληροφορίας. (1028, 1263, 1233, 1367)
novel-text: Ἡ σπαρακτικὴ ἐντύπωσις μοῦ κατέστη ἀόρατος. Ἀκόμη δὲ πλέον ἀόρατον μοῦ ἦτο τὸ γεγονὸς ὅτι ἀπέθανεν ἡ γυνὴ ἐκείνη. Δὲν ἔπρεπε νὰ ἐνθυμῶμαι τὴν ὑπαρξίν της. Τὸ βλέμμα της ἀπεσύρετο εἰς τὸ βάθος τῆς ψυχῆς μου. — Ἀλλὰ εἶσαι ἀληθῶς βεβαία, Φλαβιανή; — Ἐντελῶς βεβαία. — Τότε λοιπὸν θὰ φύγωμεν. Ἡ συγκίνησίς της ἦτο τόσον μεγάλη ὥστε δὲν ἠδύνατο νὰ ὁμιλήσῃ. Τὸ ἀπόγευμα ἐκεῖνο ἐπεράσαμεν εἰς τὸν κῆπον. Ὁ ἥλιος ἔδυε βραδέως ὄπισθεν τῶν δένδρων καὶ αἱ σκιαὶ ἐμηκύνοντο. — Ποτέ, εἶπε. — Ἡ συγκίνησις ἡ ὁποία μὲ ἔκαμε νὰ ὁμιλήσω οὕτως ἦτο βαθεῖα. — Ἀλλ' εἰς τὴν ἀνάμνησιν αὐτῆς μένει τι ἀνεξήγητον. — Ἀνησυχεῖς ἀκόμη; — Ὄχι πλέον. Ἀγαπῶ σε, ἀγαπῶ σε ὅσον ποτὲ ἄλλοτε. Ἐκείνη ἐχαμογέλασεν. Τὸ βλέμμα της ἦτο γλυκὺ καὶ πλῆρες εὐγνωμοσύνης. — Ἀλλὰ τότε διατί ἐδίστασες τόσον; — Διότι ἐφοβούμην μήπως σὲ λυπήσω. — Λυπήσῃς; Ἐμέ; Ποτέ! (549, 2134, 800, 2407)
strike-headline: ΤΟ ΥΠΟΜΝΗΜΑ ΤΩΝ (1270, 187, 1471, 207)
divider (338, 702, 537, 703)
article-body: Ἐκ τῶν ἀπεργῶν οἱ ἀπεργοὶ ἐξέλεξαν ἐπιτροπὴν ἥτις θὰ μεταβῇ παρὰ τῷ ὑπουργῷ τῶν Ἐσωτερικῶν κ. Καλογερόπουλον. (1246, 1108, 1495, 1147)
letter-signature: Σόλων Ν. Χαμηντοῦς (410, 1274, 537, 1288)
divider (338, 1068, 537, 1069)
ad-body: Εὐγευστον, μὴ ἐπιφέρον οὐδεμίαν ἐνόχλησιν. Τιμὴ τῆς φιάλης δραχ. 3,50. Γενικὸς ἀντιπρόσωπος ἐν Ἑλλάδι Κ. Σ. ΖΩΑΝΗΣ, ὁδὸς Βύσσης—7. (338, 998, 537, 1063)
novel-text: Ἡ σπαρακτικὴ ἐντύπωσις μοῦ κατέστη ἀόρατος. Ἀκόμη δὲ πλέον ἀόρατον μοῦ ἦτο τὸ γεγονὸς ὅτι ἀπέθανεν ἡ γυνὴ ἐκείνη. Δὲν ἔπρεπε νὰ ἐνθυμῶμαι τὴν ὑπαρξίν της. Τὸ βλέμμα της ἀπεσύρετο εἰς τὸ βάθος τῆς ψυχῆς μου. — Ἀλλὰ εἶσαι ἀληθῶς βεβαία, Φλαβιανή; — Ἐντελῶς βεβαία. — Τότε λοιπὸν θὰ φύγωμεν. Ἡ συγκίνησίς της ἦτο τόσον μεγάλη ὥστε δὲν ἠδύνατο νὰ ὁμιλήσῃ. Τὸ ἀπόγευμα ἐκεῖνο ἐπεράσαμεν εἰς τὸν κῆπον. Ὁ ἥλιος ἔδυε βραδέως ὄπισθεν τῶν δένδρων καὶ αἱ σκιαὶ ἐμηκύνοντο. — Ποτέ, εἶπε. — Ἡ συγκίνησις ἡ ὁποία μὲ ἔκαμε νὰ ὁμιλήσω οὕτως ἦτο βαθεῖα. — Ἀλλ' εἰς τὴν ἀνάμνησιν αὐτῆς μένει τι ἀνεξήγητον. — Ἀνησυχεῖς ἀκόμη; — Ὄχι πλέον. Ἀγαπῶ σε, ἀγαπῶ σε ὅσον ποτὲ ἄλλοτε. Ἐκείνη ἐχαμογέλασεν. Τὸ βλέμμα της ἦτο γλυκὺ καὶ πλῆρες εὐγνωμοσύνης. — Ἀλλὰ τότε διατί ἐδίστασες τόσον; — Διότι ἐφοβούμην μήπως σὲ λυπήσω. — Λυπήσῃς; Ἐμέ; Ποτέ! (549, 1859, 800, 2132)
divider (103, 132, 270, 133)
column-4 (812, 96, 1233, 2181)
ad-body: Τὸ ἐπὶ τῆς ὁδοῦ Σεπτεμβρίου ἀριθ. 5 καὶ παραπλεύρως τοῦ σιδηροδρομικοῦ σταθμοῦ ξενοδοχεῖον ἐνοικιάζεται. Πληροφορίαι παρὰ τοῖς Α. Γεωργοπούλου καὶ Ἀδελφοῖς. Πωλοῦνται καὶ τὰ ἐν αὐτῷ εὑρισκόμενα παραπέτασμα εἰς λίαν συμφέρουσαν τιμήν. (338, 580, 537, 697)
column-3 (549, 95, 800, 2407)
subcolumn-right (1028, 475, 1233, 1370)
news-body: μεσύχε ὅτι κατὰ τὸ ἐπίσημον γεῦμα τὸ παραθεθὲν εἰς τὸν Βασιλέα Ἐδουάρδον αἱ δύο Ἀνακτες ἀντήλλαξαν θερμὰς προπόσεις. Διὰ τῶν ὁποίων ἐδοξάσθησαν ἀμφότεροι τὰς καλὰς σχέσεις. (1028, 475, 1233, 566)
divider (338, 529, 537, 532)
newspaper-name: ΕΜΠΡΟΣ (662, 53, 857, 87)
to-be-continued: (Ἀκολουθεῖ) (1168, 281, 1233, 295)
article-body: Ἀπὸ χθὲς ὅμως ἡ ἀπεργία ἐπεξετάθη τελείως καὶ εἰς τὰ μηχανουργεῖα. Οἱ ἐργάται τῶν ἐργοστασίων Βασιλειάδου καὶ Μακρῆ ἐδήλωσαν ὅτι ὑποστηρίζουν τὰ αἰτήματα. (1246, 435, 1495, 487)
strike-headline: ΤΗΣ ΑΠΕΡΓΙΑΣ (1262, 135, 1478, 164)
novel-part: ΜΕΡΟΣ ΔΕΥΤΕΡΟΝ (602, 178, 747, 194)
article-body: Ἀλλὰ τοιοῦτο φαινόμενον δὲν εἶναι πρωτοφανὲς ἐν τῇ ἱστορίᾳ τοῦ σταφιδικοῦ ζητήματος. Πρὸ ἐτῶν, ὅταν ἡ παραγωγὴ ὑπερέβη τὴν κατανάλωσιν, αἱ τιμαὶ ἔπεσαν κάτω τοῦ κόστους καὶ ὁ ἀγρότης εὑρέθη εἰς ἀπόγνωσιν. Τότε ἐπενοήθη τὸ σύστημα τῆς παρακρατήσεως, διὰ τοῦ ὁποίου μέρος τῆς παραγωγῆς ἀπεσύρετο ἀπὸ τὴν ἀγορὰν, ὥστε νὰ διατηρηθῇ ἡ ἰσορροπία μεταξὺ προσφορᾶς καὶ ζητήσεως. Ἡ Προνομιοῦχος Ἑταιρία ἀνέλαβε τὴν διάθεσιν τοῦ παρακρατουμένου προϊόντος εἰς ἀποσταγματοποιεῖα καὶ λοιπὰς βιομηχανίας. Ἀλλ' ἐφέτος ἡ κατάστασις διαφέρει οὐσιωδῶς. (48, 454, 325, 611)
